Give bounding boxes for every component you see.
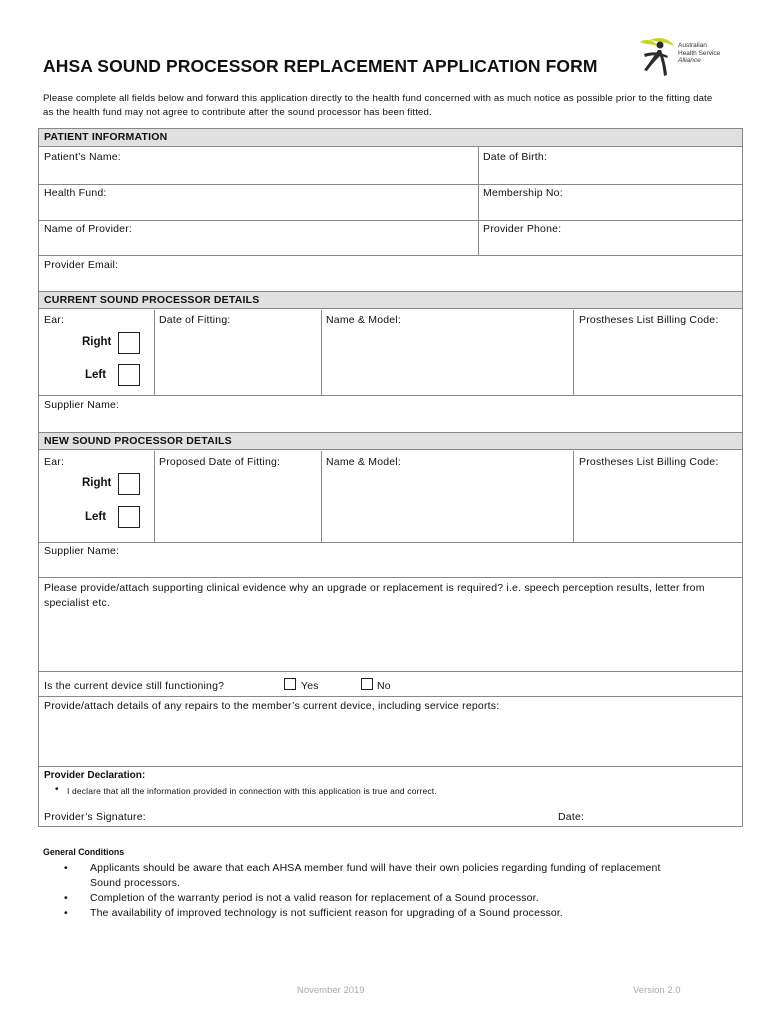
col-divider (573, 310, 574, 395)
logo-line: Health Service (678, 49, 721, 57)
declaration-item: I declare that all the information provided in connection with this application is true and correct. (67, 786, 437, 796)
row-divider (39, 255, 742, 256)
evidence-label: Please provide/attach supporting clinical evidence why an upgrade or replacement is required? i.e. speech perception results, letter from specialist etc. (44, 582, 705, 609)
functioning-yes-label: Yes (301, 680, 319, 692)
general-conditions-list (64, 861, 684, 921)
col-divider (154, 451, 155, 542)
provider-name-label: Name of Provider: (44, 223, 133, 235)
logo-line: Alliance (678, 57, 701, 64)
list-item (64, 861, 684, 891)
repairs-label: Provide/attach details of any repairs to the member’s current device, including service reports: (44, 700, 500, 712)
dob-label: Date of Birth: (483, 151, 548, 163)
intro-text: Please complete all fields below and forward this application directly to the health fund concerned with as much notice as possible prior to the fitting date as the health fund may not agree to contribute after the sound processor has been fitted. (43, 93, 713, 118)
logo-text (678, 42, 720, 65)
bullet: • (64, 862, 68, 874)
new-right-checkbox[interactable] (118, 473, 140, 495)
functioning-question: Is the current device still functioning? (44, 680, 225, 692)
declaration-bullet: • (55, 784, 59, 795)
col-divider (154, 310, 155, 395)
new-supplier-label: Supplier Name: (44, 545, 120, 557)
row-divider (39, 542, 742, 543)
new-section-header: NEW SOUND PROCESSOR DETAILS (39, 432, 742, 450)
row-divider (39, 184, 742, 185)
new-date-label: Proposed Date of Fitting: (159, 456, 281, 468)
current-right-label: Right (82, 336, 112, 348)
bullet: • (64, 907, 68, 919)
col-divider (321, 451, 322, 542)
bullet: • (64, 892, 68, 904)
new-model-label: Name & Model: (326, 456, 401, 468)
new-left-label: Left (85, 511, 107, 523)
form-title: AHSA SOUND PROCESSOR REPLACEMENT APPLICATION FORM (43, 56, 598, 76)
row-divider (39, 577, 742, 578)
functioning-no-label: No (377, 680, 391, 692)
ahsa-logo-icon (636, 36, 676, 78)
declaration-date-label: Date: (558, 811, 585, 823)
patient-section-header: PATIENT INFORMATION (39, 129, 742, 147)
current-ear-label: Ear: (44, 314, 65, 326)
health-fund-label: Health Fund: (44, 187, 107, 199)
patient-name-label: Patient’s Name: (44, 151, 121, 163)
col-divider (321, 310, 322, 395)
new-ear-label: Ear: (44, 456, 65, 468)
current-left-label: Left (85, 369, 107, 381)
logo-line: Australian (678, 42, 707, 49)
list-item (64, 891, 684, 906)
provider-phone-label: Provider Phone: (483, 223, 562, 235)
condition-text: Applicants should be aware that each AHSA member fund will have their own policies regarding funding of replacement Sound processors. (90, 862, 661, 889)
new-right-label: Right (82, 477, 112, 489)
row-divider (39, 696, 742, 697)
condition-text: Completion of the warranty period is not a valid reason for replacement of a Sound processor. (90, 892, 539, 904)
row-divider (39, 766, 742, 767)
condition-text: The availability of improved technology is not sufficient reason for upgrading of a Sound processor. (90, 907, 563, 919)
row-divider (39, 671, 742, 672)
row-divider (39, 395, 742, 396)
new-code-label: Prostheses List Billing Code: (579, 456, 719, 468)
functioning-no-checkbox[interactable] (361, 678, 373, 690)
col-divider (573, 451, 574, 542)
current-model-label: Name & Model: (326, 314, 401, 326)
footer-version: Version 2.0 (633, 985, 681, 996)
current-left-checkbox[interactable] (118, 364, 140, 386)
provider-email-label: Provider Email: (44, 259, 119, 271)
new-left-checkbox[interactable] (118, 506, 140, 528)
ahsa-logo (636, 36, 736, 80)
row-divider (39, 220, 742, 221)
current-section-header: CURRENT SOUND PROCESSOR DETAILS (39, 291, 742, 309)
current-supplier-label: Supplier Name: (44, 399, 120, 411)
current-right-checkbox[interactable] (118, 332, 140, 354)
footer-date: November 2019 (297, 985, 365, 996)
application-form (38, 128, 743, 827)
general-conditions-title: General Conditions (43, 847, 125, 857)
functioning-yes-checkbox[interactable] (284, 678, 296, 690)
signature-label: Provider’s Signature: (44, 811, 146, 823)
patient-divider (478, 147, 479, 255)
current-date-label: Date of Fitting: (159, 314, 231, 326)
current-code-label: Prostheses List Billing Code: (579, 314, 719, 326)
list-item (64, 906, 684, 921)
membership-label: Membership No: (483, 187, 563, 199)
declaration-title: Provider Declaration: (44, 770, 146, 781)
